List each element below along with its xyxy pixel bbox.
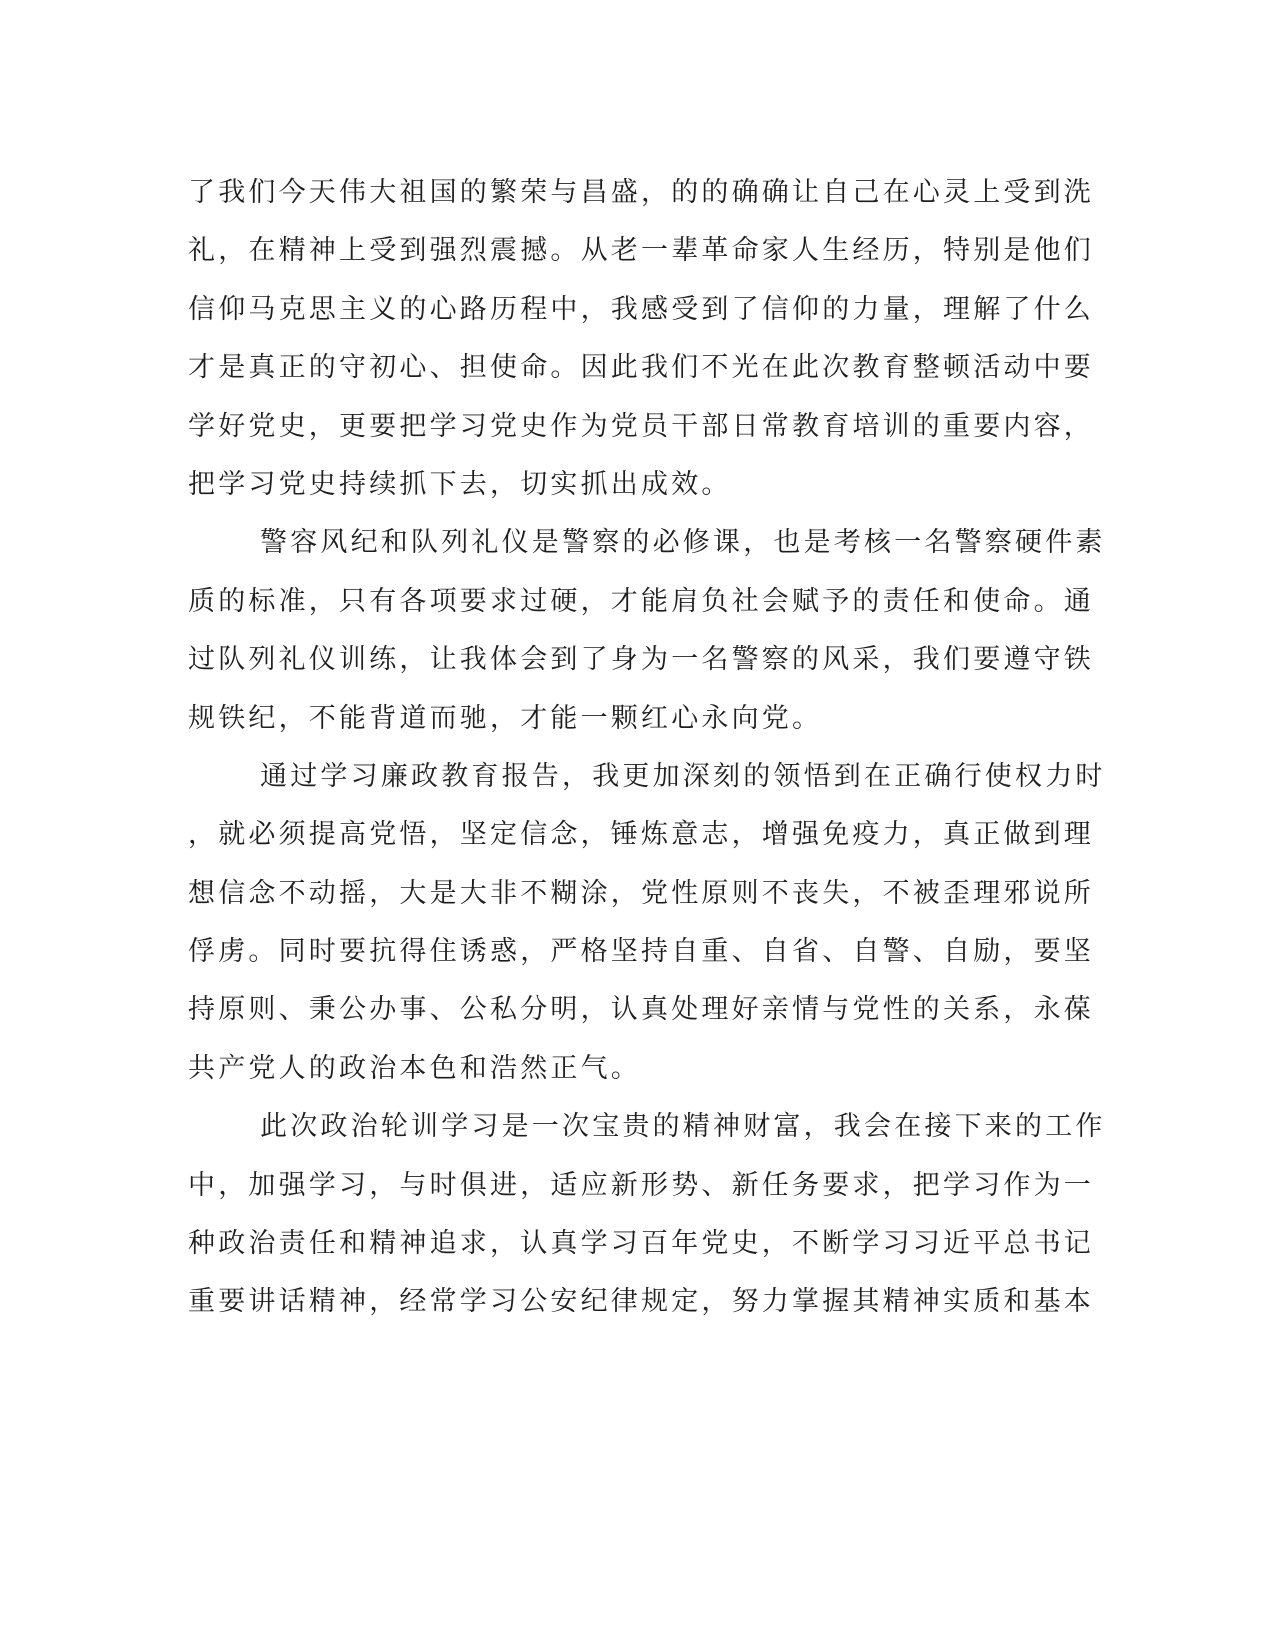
text-line: 中，加强学习，与时俱进，适应新形势、新任务要求，把学习作为一 xyxy=(188,1169,1094,1201)
text-line: 种政治责任和精神追求，认真学习百年党史，不断学习习近平总书记 xyxy=(188,1228,1094,1260)
text-line: ，就必须提高党悟，坚定信念，锤炼意志，增强免疫力，真正做到理 xyxy=(188,819,1094,851)
text-line: 学好党史，更要把学习党史作为党员干部日常教育培训的重要内容， xyxy=(188,410,1094,442)
paragraph-first-line: 此次政治轮训学习是一次宝贵的精神财富，我会在接下来的工作 xyxy=(260,1111,1106,1143)
paragraph-first-line: 警容风纪和队列礼仪是警察的必修课，也是考核一名警察硬件素 xyxy=(260,527,1106,559)
text-line: 才是真正的守初心、担使命。因此我们不光在此次教育整顿活动中要 xyxy=(188,352,1094,384)
text-line: 礼，在精神上受到强烈震撼。从老一辈革命家人生经历，特别是他们 xyxy=(188,235,1094,267)
body-text xyxy=(188,164,1106,1332)
text-line: 过队列礼仪训练，让我体会到了身为一名警察的风采，我们要遵守铁 xyxy=(188,644,1094,676)
text-line: 持原则、秉公办事、公私分明，认真处理好亲情与党性的关系，永葆 xyxy=(188,994,1094,1026)
text-line: 把学习党史持续抓下去，切实抓出成效。 xyxy=(188,468,732,500)
text-line: 信仰马克思主义的心路历程中，我感受到了信仰的力量，理解了什么 xyxy=(188,293,1094,325)
text-line: 共产党人的政治本色和浩然正气。 xyxy=(188,1052,641,1084)
text-line: 了我们今天伟大祖国的繁荣与昌盛，的的确确让自己在心灵上受到洗 xyxy=(188,177,1094,208)
text-line: 想信念不动摇，大是大非不糊涂，党性原则不丧失，不被歪理邪说所 xyxy=(188,877,1094,909)
text-line: 重要讲话精神，经常学习公安纪律规定，努力掌握其精神实质和基本 xyxy=(188,1286,1094,1318)
paragraph-first-line: 通过学习廉政教育报告，我更加深刻的领悟到在正确行使权力时 xyxy=(260,760,1106,792)
text-line: 俘虏。同时要抗得住诱惑，严格坚持自重、自省、自警、自励，要坚 xyxy=(188,936,1094,968)
text-line: 质的标准，只有各项要求过硬，才能肩负社会赋予的责任和使命。通 xyxy=(188,585,1094,617)
text-line: 规铁纪，不能背道而驰，才能一颗红心永向党。 xyxy=(188,702,823,734)
